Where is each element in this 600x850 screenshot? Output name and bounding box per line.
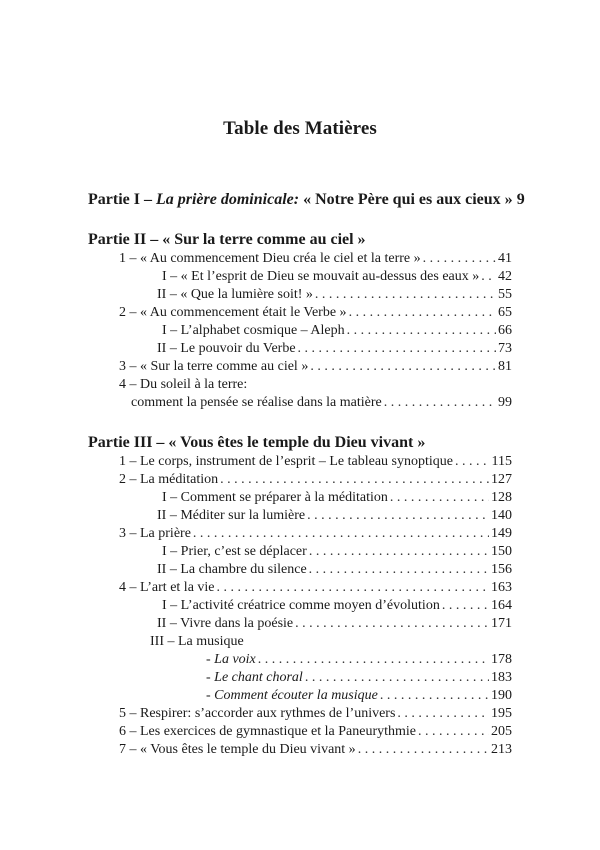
page-number: 213 xyxy=(491,742,512,757)
page-number: 164 xyxy=(491,598,512,613)
toc-entry[interactable] xyxy=(162,322,512,340)
toc-entry-label: I – L’alphabet cosmique – Aleph xyxy=(162,323,345,338)
toc-entry[interactable] xyxy=(119,741,512,759)
dot-leader xyxy=(220,471,489,489)
dot-leader xyxy=(397,705,489,723)
toc-entry-label: 4 – L’art et la vie xyxy=(119,580,215,595)
toc-entry-label: 3 – « Sur la terre comme au ciel » xyxy=(119,359,309,374)
page-number: 99 xyxy=(498,395,512,410)
toc-entry[interactable] xyxy=(157,507,512,525)
toc-entry[interactable] xyxy=(131,394,512,412)
page-number: 73 xyxy=(498,341,512,356)
toc-entry-label[interactable]: III – La musique xyxy=(150,634,244,649)
toc-entry[interactable] xyxy=(162,543,512,561)
toc-entry[interactable] xyxy=(119,723,512,741)
dot-leader xyxy=(418,723,489,741)
page-title: Table des Matières xyxy=(223,118,377,139)
page-number: 156 xyxy=(491,562,512,577)
toc-entry[interactable] xyxy=(119,358,512,376)
toc-part-3-heading[interactable]: Partie III – « Vous êtes le temple du Dieu vivant » xyxy=(88,434,426,451)
toc-entry-label[interactable]: 4 – Du soleil à la terre: xyxy=(119,377,248,392)
toc-entry-label: - Le chant choral xyxy=(206,670,303,685)
toc-entry[interactable] xyxy=(119,250,512,268)
page-number: 41 xyxy=(498,251,512,266)
toc-entry-label: 1 – Le corps, instrument de l’esprit – Le tableau synoptique xyxy=(119,454,453,469)
page-number: 81 xyxy=(498,359,512,374)
toc-entry-label: 2 – La méditation xyxy=(119,472,219,487)
page-number: 195 xyxy=(491,706,512,721)
toc-entry-label: II – Méditer sur la lumière xyxy=(157,508,306,523)
dot-leader xyxy=(305,669,489,687)
dot-leader xyxy=(390,489,489,507)
dot-leader xyxy=(380,687,489,705)
toc-part-1-label xyxy=(88,190,513,210)
dot-leader xyxy=(358,741,489,759)
toc-entry-label: 7 – « Vous êtes le temple du Dieu vivant » xyxy=(119,742,356,757)
dot-leader xyxy=(309,543,489,561)
page-number: 55 xyxy=(498,287,512,302)
toc-entry[interactable] xyxy=(119,579,512,597)
toc-entry[interactable] xyxy=(157,340,512,358)
part-1-prefix: Partie I – xyxy=(88,191,156,208)
page-number: 128 xyxy=(491,490,512,505)
dot-leader xyxy=(347,322,496,340)
dot-leader xyxy=(295,615,489,633)
page-number: 115 xyxy=(491,454,512,469)
toc-entry-label: 6 – Les exercices de gymnastique et la Paneurythmie xyxy=(119,724,417,739)
toc-entry[interactable] xyxy=(157,286,512,304)
dot-leader xyxy=(481,268,496,286)
part-1-italic: La prière dominicale: xyxy=(155,191,300,208)
toc-entry[interactable] xyxy=(119,471,512,489)
page-number: 205 xyxy=(491,724,512,739)
dot-leader xyxy=(315,286,496,304)
toc-entry[interactable] xyxy=(119,453,512,471)
page-number: 190 xyxy=(491,688,512,703)
dot-leader xyxy=(349,304,496,322)
toc-entry[interactable] xyxy=(162,489,512,507)
page-number: 171 xyxy=(491,616,512,631)
dot-leader xyxy=(442,597,489,615)
toc-entry-label: II – « Que la lumière soit! » xyxy=(157,287,313,302)
toc-entry-label: 2 – « Au commencement était le Verbe » xyxy=(119,305,347,320)
toc-entry-label: comment la pensée se réalise dans la matière xyxy=(131,395,382,410)
page-number: 163 xyxy=(491,580,512,595)
toc-entry[interactable] xyxy=(162,597,512,615)
page-number: 150 xyxy=(491,544,512,559)
toc-part-1[interactable] xyxy=(88,190,525,210)
toc-entry[interactable] xyxy=(119,525,512,543)
page-number: 149 xyxy=(491,526,512,541)
page-number: 183 xyxy=(491,670,512,685)
dot-leader xyxy=(384,394,496,412)
toc-entry-label: II – Le pouvoir du Verbe xyxy=(157,341,296,356)
dot-leader xyxy=(298,340,496,358)
dot-leader xyxy=(423,250,496,268)
dot-leader xyxy=(307,507,489,525)
dot-leader xyxy=(455,453,490,471)
page-number: 65 xyxy=(498,305,512,320)
toc-entry[interactable] xyxy=(206,687,512,705)
toc-entry-label: I – L’activité créatrice comme moyen d’évolution xyxy=(162,598,440,613)
toc-entry-label: I – « Et l’esprit de Dieu se mouvait au-dessus des eaux » xyxy=(162,269,480,284)
toc-entry-label: II – La chambre du silence xyxy=(157,562,307,577)
toc-entry-label: I – Comment se préparer à la méditation xyxy=(162,490,388,505)
dot-leader xyxy=(309,561,489,579)
toc-entry-label: II – Vivre dans la poésie xyxy=(157,616,294,631)
toc-entry[interactable] xyxy=(119,304,512,322)
part-1-rest: « Notre Père qui es aux cieux » xyxy=(299,191,513,208)
toc-entry[interactable] xyxy=(162,268,512,286)
toc-entry[interactable] xyxy=(157,615,512,633)
page-number: 127 xyxy=(491,472,512,487)
toc-part-2-heading[interactable]: Partie II – « Sur la terre comme au ciel » xyxy=(88,231,366,248)
toc-entry[interactable] xyxy=(157,561,512,579)
dot-leader xyxy=(310,358,496,376)
dot-leader xyxy=(258,651,489,669)
toc-entry-label: 3 – La prière xyxy=(119,526,191,541)
dot-leader xyxy=(193,525,489,543)
toc-entry[interactable] xyxy=(206,669,512,687)
toc-entry-label: - La voix xyxy=(206,652,256,667)
page-number: 66 xyxy=(498,323,512,338)
page-number: 178 xyxy=(491,652,512,667)
toc-entry-label: I – Prier, c’est se déplacer xyxy=(162,544,307,559)
dot-leader xyxy=(217,579,489,597)
toc-entry[interactable] xyxy=(119,705,512,723)
toc-entry-label: - Comment écouter la musique xyxy=(206,688,378,703)
toc-entry-label: 1 – « Au commencement Dieu créa le ciel et la terre » xyxy=(119,251,421,266)
toc-entry[interactable] xyxy=(206,651,512,669)
toc-entry-label: 5 – Respirer: s’accorder aux rythmes de l’univers xyxy=(119,706,396,721)
page-number: 42 xyxy=(498,269,512,284)
page-number: 140 xyxy=(491,508,512,523)
page-number: 9 xyxy=(516,191,525,208)
